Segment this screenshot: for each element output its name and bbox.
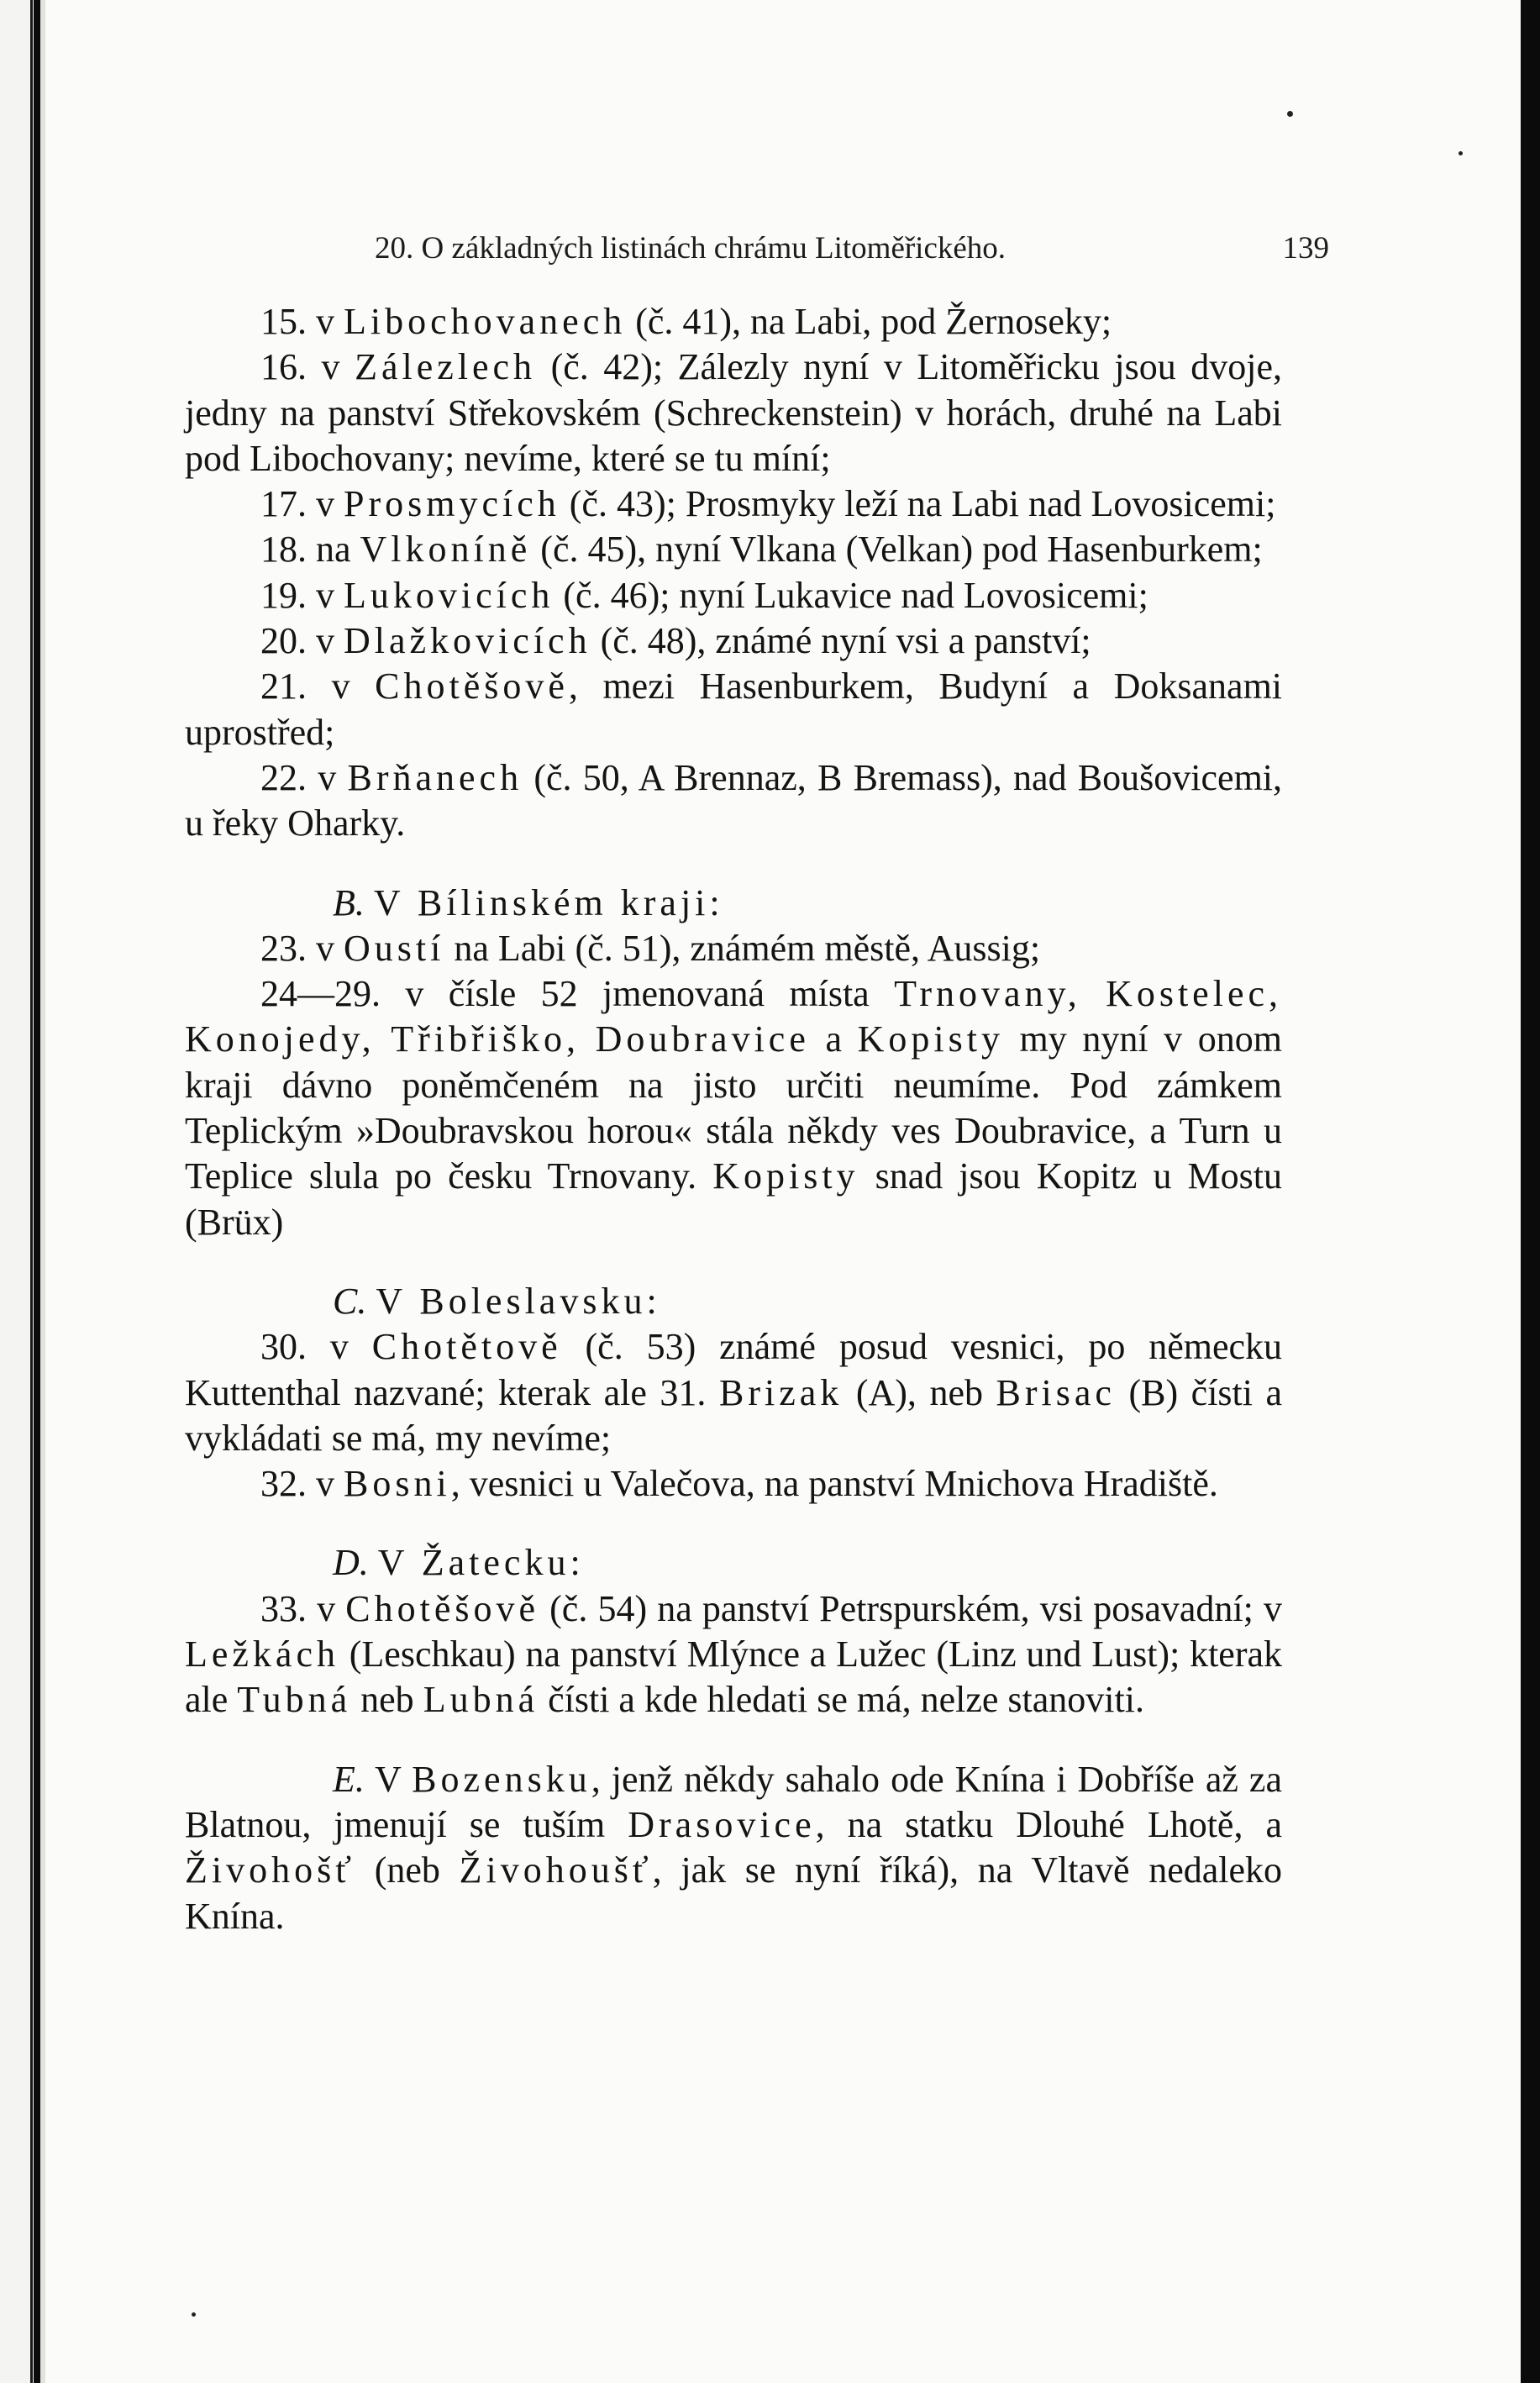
- place-name: Chotětově: [371, 1326, 562, 1368]
- scan-speck: [1287, 111, 1293, 117]
- page-body: [185, 299, 1282, 1939]
- paragraph: 30. v Chotětově (č. 53) známé posud vesnici, po německu Kuttenthal nazvané; kterak ale 31. Brizak (A), neb Brisac (B) čísti a vykládati se má, my nevíme;: [185, 1326, 1283, 1459]
- book-page: [40, 0, 1521, 2383]
- place-name: Dlažkovicích: [344, 620, 591, 662]
- place-name: Chotěšově: [345, 1587, 540, 1629]
- place-name: Libochovanech: [344, 301, 627, 342]
- paragraph: 18. na Vlkoníně (č. 45), nyní Vlkana (Velkan) pod Hasenburkem;: [260, 529, 1263, 571]
- paragraph: 15. v Libochovanech (č. 41), na Labi, pod Žernoseky;: [260, 301, 1112, 342]
- paragraph: 24—29. v čísle 52 jmenovaná místa Trnovany, Kostelec, Konojedy, Třibřiško, Doubravice a Kopisty my nyní v onom kraji dávno poněmčeném na jisto určiti neumíme. Pod zámkem Teplickým »Doubravskou horou« stála někdy ves Doubravice, a Turn u Teplice slula po česku Trnovany. Kopisty snad jsou Kopitz u Mostu (Brüx): [185, 973, 1283, 1243]
- section-heading-c: C. V Boleslavsku:: [333, 1280, 661, 1322]
- place-name: Brňanech: [347, 756, 523, 798]
- scan-speck: [192, 2312, 196, 2317]
- place-name: Oustí: [344, 927, 445, 969]
- paragraph: 16. v Zálezlech (č. 42); Zálezly nyní v Litoměřicku jsou dvoje, jedny na panství Střekovském (Schreckenstein) v horách, druhé na Labi pod Libochovany; nevíme, které se tu míní;: [185, 346, 1283, 479]
- paragraph: 17. v Prosmycích (č. 43); Prosmyky leží na Labi nad Lovosicemi;: [260, 483, 1276, 525]
- place-name: Chotěšově: [375, 665, 569, 708]
- paragraph: 20. v Dlažkovicích (č. 48), známé nyní vsi a panství;: [260, 620, 1091, 662]
- place-name: Vlkoníně: [360, 529, 532, 571]
- page-number: 139: [1282, 231, 1329, 266]
- scan-left-margin: [0, 0, 34, 2383]
- paragraph: 23. v Oustí na Labi (č. 51), známém městě, Aussig;: [260, 927, 1041, 969]
- place-name: Lukovicích: [344, 574, 555, 616]
- running-header: [375, 222, 1329, 272]
- paragraph: 19. v Lukovicích (č. 46); nyní Lukavice nad Lovosicemi;: [260, 574, 1148, 616]
- paragraph: 32. v Bosni, vesnici u Valečova, na panství Mnichova Hradiště.: [260, 1463, 1218, 1505]
- place-name: Prosmycích: [344, 483, 560, 525]
- place-name: Zálezlech: [355, 346, 537, 388]
- paragraph: 33. v Chotěšově (č. 54) na panství Petrspurském, vsi posavadní; v Ležkách (Leschkau) na panství Mlýnce a Lužec (Linz und Lust); kterak ale Tubná neb Lubná čísti a kde hledati se má, nelze stanoviti.: [185, 1587, 1283, 1721]
- chapter-title: 20. O základných listinách chrámu Litoměřického.: [375, 231, 1007, 266]
- scan-speck: [1459, 151, 1463, 155]
- section-heading-d: D. V Žatecku:: [333, 1542, 585, 1584]
- paragraph-section-e: E. V Bozensku, jenž někdy sahalo ode Knína i Dobříše až za Blatnou, jmenují se tuším Drasovice, na statku Dlouhé Lhotě, a Živohošť (neb Živohoušť, jak se nyní říká), na Vltavě nedaleko Knína.: [185, 1758, 1283, 1937]
- paragraph: 22. v Brňanech (č. 50, A Brennaz, B Bremass), nad Boušovicemi, u řeky Oharky.: [185, 756, 1283, 844]
- section-heading-b: B. V Bílinském kraji:: [333, 881, 724, 923]
- paragraph: 21. v Chotěšově, mezi Hasenburkem, Budyní a Doksanami uprostřed;: [185, 665, 1283, 753]
- place-name: Bosni: [344, 1463, 451, 1505]
